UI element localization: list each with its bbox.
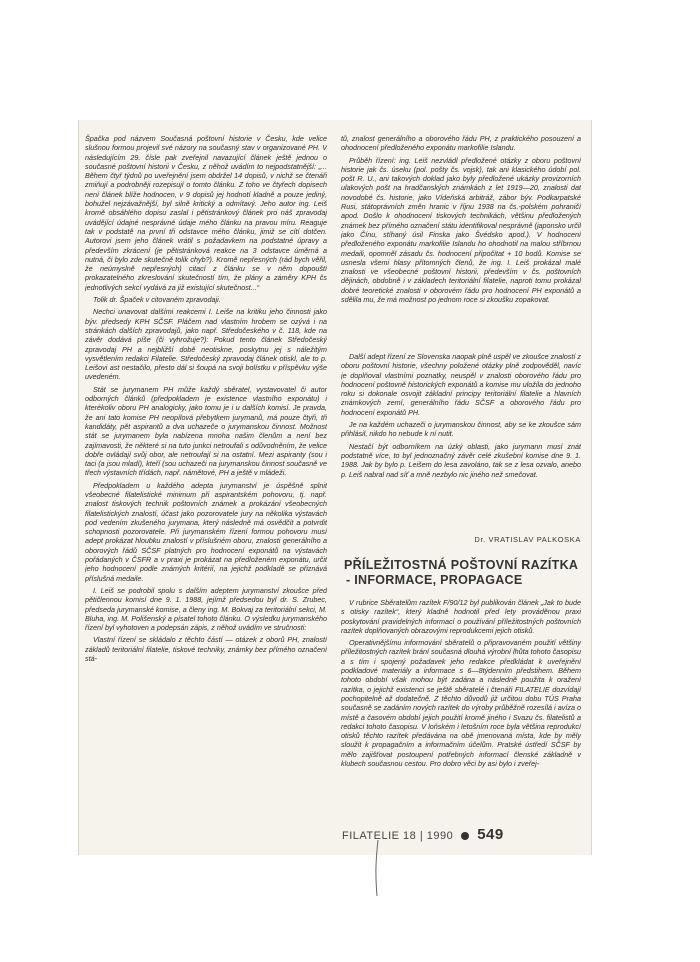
article-title: [344, 558, 584, 588]
left-paragraph: Vlastní řízení se skládalo z těchto částí — otázek z oborů PH, znalostí základů teritoriální filatelie, tiskové techniky, známky bez přímého označení stá-: [85, 635, 327, 664]
article-paragraph: Operativnějšímu informování sběratelů o připravovaném použití většiny příležitostných razítek brání současná dlouhá výrobní lhůta tohoto časopisu a s tím i spojený požadavek jeho redakce předkládat k uveřejnění podkladové materiály a informace s 6—8týdenním předstihem. Během tohoto období však mohou být zadána a následně použita k oražení razítka, o jejichž existenci se ještě sběratelé i čtenáři FILATELIE dozvídají pochopitelně až dodatečně. Z těchto důvodů již určitou dobu TÚS Praha současně se zadáním nových razítek do výroby průběžně rozesílá i avíza o místě a časovém období jejich použití kromě jiného i Svazu čs. filatelistů a redakci tohoto časopisu. V loňském i letošním roce byla většina reprodukcí otisků těchto razítek předávána na obě jmenovaná místa, kde by měly sloužit k propagačním a informačním účelům. Pratské ústředí SČSF by mělo zajišťovat postoupení potřebných informací členské základně v klubech současnou cestou. Pro dobro věci by asi bylo i zveřej-: [341, 638, 581, 769]
magazine-name: FILATELIE 18 | 1990: [342, 830, 454, 842]
left-paragraph: Tolik dr. Špaček v citovaném zpravodaji.: [93, 295, 221, 305]
left-column: [85, 134, 327, 839]
article-paragraph: V rubrice Sběratelům razítek F/90/12 byl publikován článek „Jak to bude s otisky razítek“, který kladně hodnotil před lety prováděnou praxi poskytování pravidelných informací o používání příležitostných poštovních razítek doplňovaných obrazovými reprodukcemi jejich otisků.: [341, 598, 581, 635]
page-number: 549: [477, 826, 504, 843]
right-paragraph: Nestačí být odborníkem na úzký oblasti, jako jurymann musí znát podstatně více, to byl jednoznačný závěr celé zkušební komise dne 9. 1. 1988. Jak by bylo p. Leišem do lesa zavoláno, tak se z lesa ozvalo, anebo p. Leiš nabral nad síť a mně nezbylo nic jiného než smečovat.: [341, 441, 581, 479]
right-column-top: [341, 134, 581, 349]
left-paragraph: Stát se jurymanem PH může každý sběratel, vystavovatel či autor odborných článků (předpokladem je existence vlastního exponátu) i kterékoliv oboru PH analogicky, jako tomu je i u dalších komisí. Je pravda, že ani tato komise PH neopílová přebytkem jurymanů, má pouze čtyři, tři kandidáty, pět aspirantů a dva uchazeče o jurymanskou činnost. Možnost stát se jurymanem byla nabízena mnoha našim členům a není bez zajímavosti, že některé si na tuto junkci netroufali s odůvodněním, že velice dobře ovládají svůj obor, ale netroufají si na ostatní. Mezi aspiranty (sou i taci (a jsou mladí), kteří (sou uchazeči na jurymanskou činnost současně ve třech výstavních třídách, např. námětové, PH a ještě v mládeži.: [85, 384, 327, 478]
magazine-page: [78, 120, 592, 855]
article-title-line1: PŘÍLEŽITOSTNÁ POŠTOVNÍ RAZÍTKA: [344, 558, 579, 572]
right-paragraph: tů, znalost generálního a oborového řádu PH, z praktického posouzení a ohodnocení předloženého exponátu markofilie Islandu.: [341, 134, 581, 153]
right-column-middle: [341, 352, 581, 532]
right-paragraph: Průběh řízení: ing. Leiš nezvládl předložené otázky z oboru poštovní historie jak čs. úseku (pol. pošty čs. vojsk), tak ani klasického údobí pol. pošt R. U., ani takových doklad jako byly předložené ukázky provizorních ulakových pošt na hradčanských známkách z let 1919—20, znalosti dat novodobé čs. historie, jako Vídeňská arbitráž, zábor býv. Podkarpatské Rusi, státoprávních změn hranic v říjnu 1938 na čs.-polském pohraničí apod. Došlo k ohodnocení tiskových technikách, většinu předložených známek bez přímého označení státu identifikoval nesprávně (japonsko určil jako Čínu, stíhaný úsil Finska jako Švédsko apod.). V hodnocení předloženého exponátu markofilie Islandu ho ohodnotil na malou stříbrnou medaili, opomněl zásadu čs. hodnocení připočítat + 10 bodů. Komise se usnesla všemi hlasy přítomných členů, že ing. I. Leiš prokázal malé znalosti ve všeobecné poštovní historii, především v čs. poštovních dějinách, obdobně i v základech teritoriální filatelie, naproti tomu prokázal dobré teoretické znalosti v oborovém řádu pro hodnocení PH exponátů a sdělila mu, že má možnost po jednom roce si zkoušku zopakovat.: [341, 155, 581, 305]
pencil-mark: [374, 838, 380, 898]
article-title-line2: - INFORMACE, PROPAGACE: [346, 573, 523, 587]
author-signature: Dr. VRATISLAV PALKOSKA: [474, 535, 581, 544]
article-body: [341, 598, 581, 826]
right-paragraph: Je na každém uchazeči o jurymanskou činnost, aby se ke zkoušce sám přihlásil, nikdo ho nebude k ní nutit.: [341, 420, 581, 439]
left-paragraph: Nechci unavovat dalšími reakcemi I. Leiše na kritiku jeho činnosti jako býv. předsedy KPH SČSF. Pláčem nad vlastním hrobem se ozývá i na stránkách dalších zpravodajů, jako např. Středočeského v č. 118, kde na závěr dodává píše (či vyhrožuje?): Pokud tento článek Středočeský zpravodaj PH a nejbližší době neotiskne, poskytnu jej s náležitým vysvětlením redakci Filatelie. Středočeský zpravodaj článek otiskl, ale to p. Leišovi ast nestačilo, přesto dál si šoupá na svoji bolístku v příspěvku výše uvedeném.: [85, 307, 327, 382]
page-footer: [342, 826, 602, 843]
left-paragraph: Špačka pod názvem Současná poštovní historie v Česku, kde velice slušnou formou projevil své názory na současný stav v organizované PH. V následujícím 29. čísle pak zveřejnil navazující článek ještě jednou o současné poštovní historii v Česku, z něhož uvádím to nejpodstatnější: „... Během čtyř týdnů po uveřejnění jsem obdržel 14 dopisů, v nichž se čtenáři zmiňují a podrobněji rozepisují o tomto článku. Z toho ve čtyřech dopisech není článek blíže hodnocen, v 9 dopisů jej hodnotí kladně a pouze jediný, bohužel nejzávažnější, byl silně kritický a odmítavý. Jeho autor ing. Leiš kromě obsáhlého dopisu zaslal i pětistránkový článek pro náš zpravodaj uvádějící údajné nesprávné údaje mého článku na pravou míru. Reaguje tak v podstatě na první tři odstavce mého článku, jimiž se cítí dotčen. Autorovi jsem jeho článek vrátil s požadavkem na podstatné úpravy a především zkrácení (je pětistránková reakce na 3 odstavce úměrná a nutná, či bylo zde skutečně tolik chyb?). Kromě nepřesných (rád bych věřil, že neúmyslně nepřesných) citací z článku se v něm dopouští prokazatelného zkreslování skutečností tím, že plány a záměry KPH čs jednotlivých sekcí vydává za již existující skutečnost...“: [85, 134, 327, 292]
left-paragraph: Předpokladem u každého adepta jurymanství je úspěšně splnit všeobecné filatelistické minimum při aspirantském pohovoru, tj. např. znalost tiskových technik poštovních známek a prokázání všeobecných filatelistických znalostí, účast jako pozorovatele jury na několika výstavách pod vedením zkušeného jurymana, který následně má osvědčit a potvrdit schopnosti pozorovatele. Při jurymanském řízení formou pohovoru musí adept prokázat hloubku znalostí v příslušném oboru, znalosti generálního a oborových řádů SČSF platných pro hodnocení exponátů na výstavách pořádaných v ČSFR a v praxi je prokázat na předloženém exponátu, určit jeho hodnocení podle známých kritérií, na jejichž podkladě se přiznává příslušná medaile.: [85, 480, 327, 583]
bullet-icon: [461, 832, 469, 840]
right-paragraph: Další adept řízení ze Slovenska naopak plně uspěl ve zkoušce znalostí z oboru poštovní historie, všechny položené otázky plně zodpověděl, navíc je doplňoval vlastními poznatky, neuspěl v znalosti oborového řádu pro hodnocení poštovně historických exponátů a komise mu uložila do jednoho roku si dokonale osvojit základní principy teritoriální filatelie a hlavních známkových zemí, generálního řádu SČSF a oborového řádu pro hodnocení exponátů PH.: [341, 352, 581, 417]
left-paragraph: I. Leiš se podrobil spolu s dalším adeptem jurymanství zkoušce před pětičlennou komisí dne 9. 1. 1988, jejímž předsedou byl dr. S. Zrubec, předseda jurymanské komise, a členy ing. M. Bokvaj za teritoriální sekci, M. Bluha, ing. M. Polišenský a písatel tohoto článku. O výsledku jurymanského řízení byl vyhotoven a podepsán zápis, z něhož uvádím ve stručnosti:: [85, 585, 327, 633]
